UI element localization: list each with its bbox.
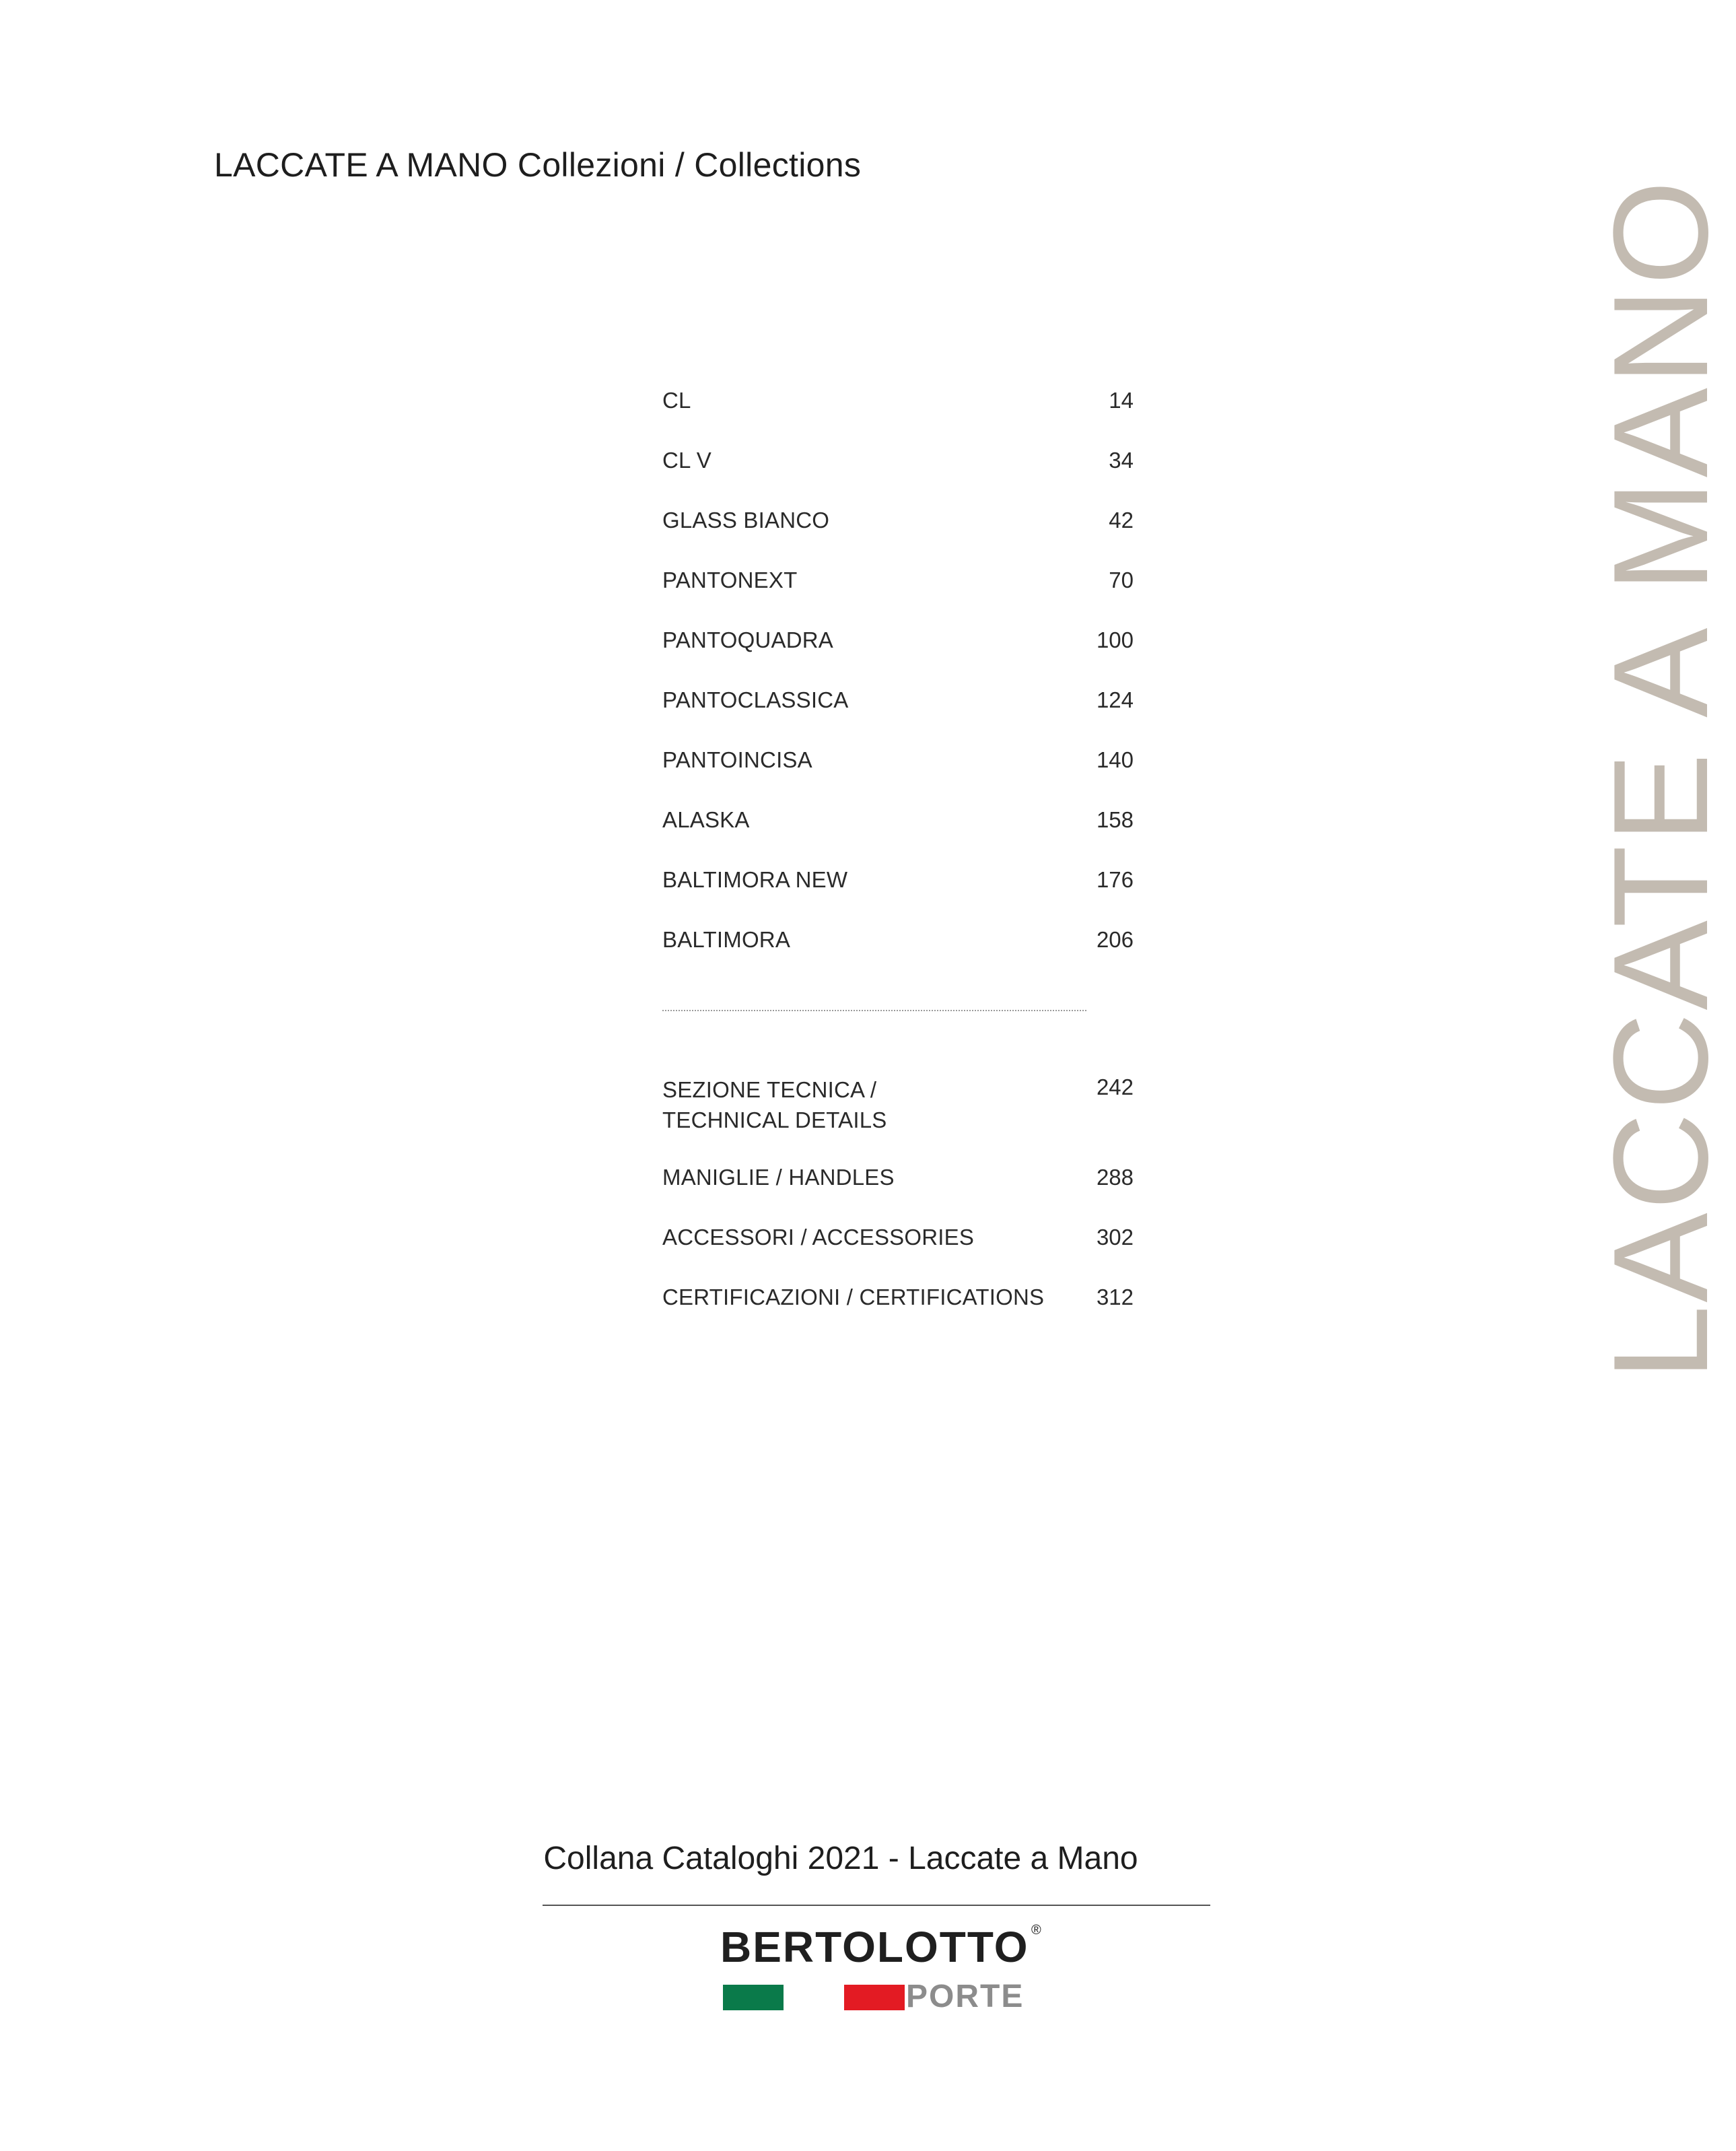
toc-item-page: 176 <box>1096 867 1134 892</box>
toc-item-page: 140 <box>1096 747 1134 772</box>
toc-item-label: CERTIFICAZIONI / CERTIFICATIONS <box>662 1285 1045 1309</box>
toc-item-page: 288 <box>1096 1165 1134 1190</box>
page-title: LACCATE A MANO Collezioni / Collections <box>214 146 862 184</box>
toc-item-page: 124 <box>1096 687 1134 712</box>
logo-wordmark: BERTOLOTTO <box>720 1923 1029 1971</box>
toc-item-label: CL V <box>662 448 711 473</box>
toc-item-label: PANTOINCISA <box>662 747 812 772</box>
toc-item-page: 14 <box>1109 388 1134 413</box>
toc-item-page: 242 <box>1096 1074 1134 1099</box>
logo-green-bar <box>723 1985 784 2010</box>
toc-item-page: 42 <box>1109 508 1134 533</box>
toc-item-label: PANTOQUADRA <box>662 627 834 652</box>
toc-item-page: 302 <box>1096 1225 1134 1250</box>
toc-item-label: ALASKA <box>662 807 750 832</box>
toc-item-page: 312 <box>1096 1285 1134 1309</box>
brand-logo <box>720 1925 1050 2013</box>
toc-item-page: 70 <box>1109 568 1134 592</box>
toc-item-label: CL <box>662 388 691 413</box>
toc-item-label: MANIGLIE / HANDLES <box>662 1165 895 1190</box>
toc-item-page: 158 <box>1096 807 1134 832</box>
toc-item-label: SEZIONE TECNICA / TECHNICAL DETAILS <box>662 1077 887 1132</box>
toc-item-label: BALTIMORA <box>662 927 791 952</box>
registered-mark: ® <box>1031 1923 1041 1938</box>
footer-divider <box>543 1905 1210 1906</box>
toc-item-label: GLASS BIANCO <box>662 508 830 533</box>
toc-divider <box>662 1010 1086 1011</box>
vertical-collection-title: LACCATE A MANO <box>1586 177 1736 1380</box>
toc-item-page: 100 <box>1096 627 1134 652</box>
toc-item-label: BALTIMORA NEW <box>662 867 848 892</box>
logo-red-bar <box>844 1985 905 2010</box>
toc-item-page: 206 <box>1096 927 1134 952</box>
toc-item-label: ACCESSORI / ACCESSORIES <box>662 1225 975 1250</box>
toc-item-label: PANTONEXT <box>662 568 798 592</box>
toc-item-label: PANTOCLASSICA <box>662 687 849 712</box>
toc-item-page: 34 <box>1109 448 1134 473</box>
logo-subtitle: PORTE <box>906 1979 1025 2014</box>
footer-caption: Collana Cataloghi 2021 - Laccate a Mano <box>543 1841 1138 1876</box>
